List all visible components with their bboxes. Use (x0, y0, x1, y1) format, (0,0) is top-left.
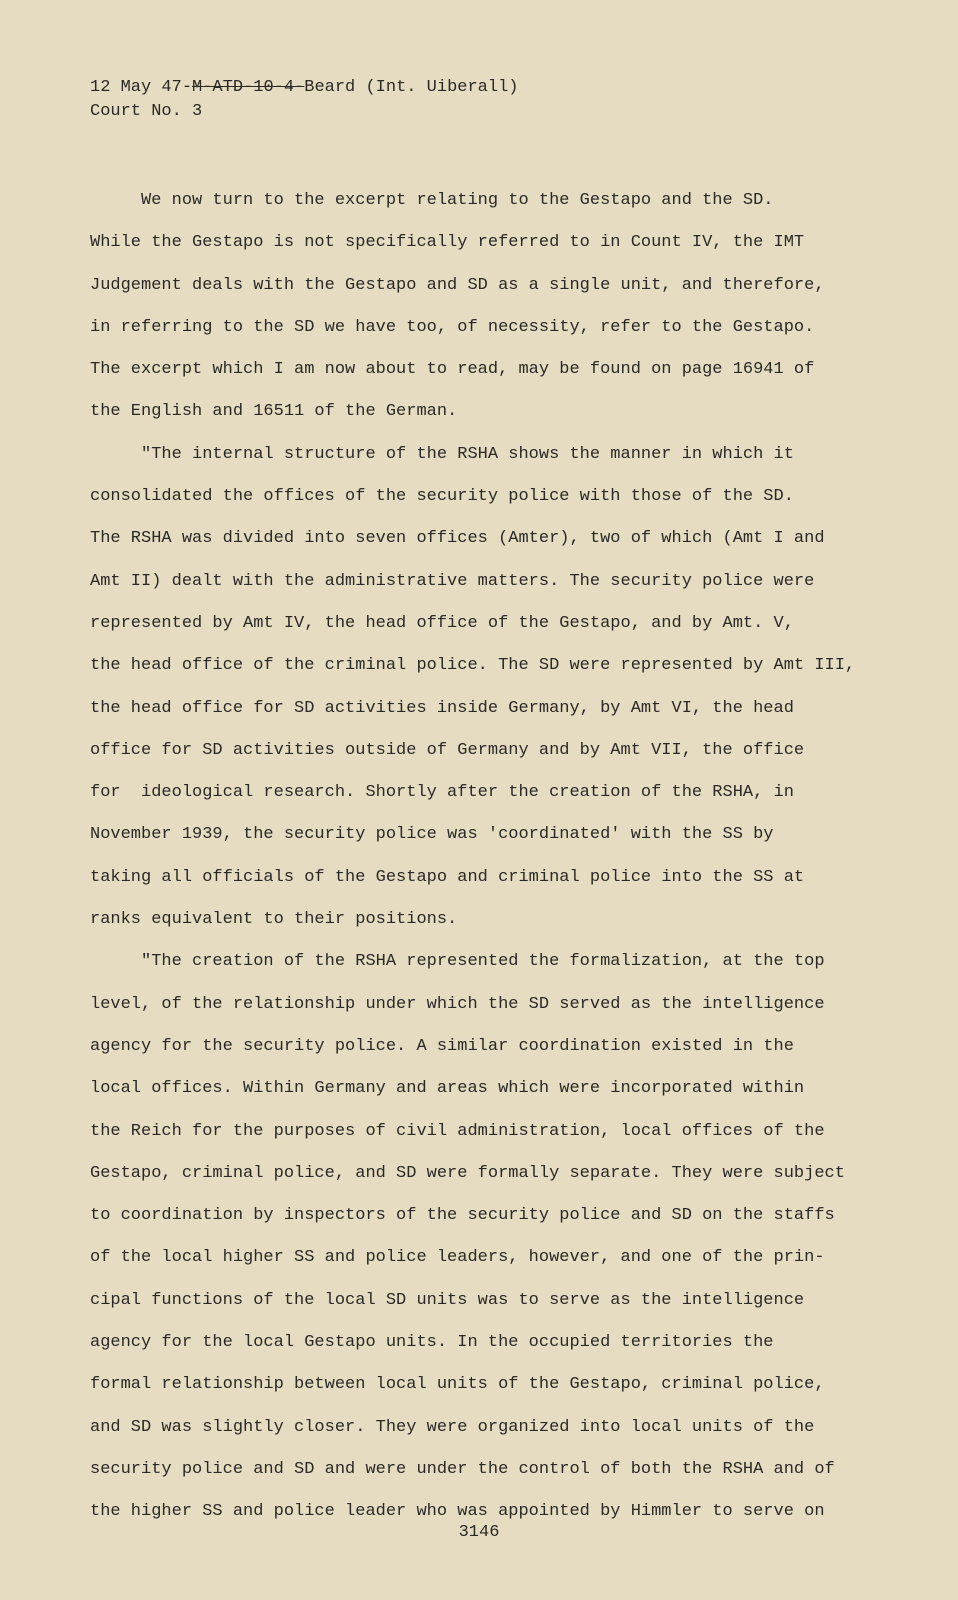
transcript-line: the higher SS and police leader who was appointed by Himmler to serve on (90, 1502, 825, 1522)
transcript-line: We now turn to the excerpt relating to the Gestapo and the SD. (90, 191, 774, 210)
transcript-line: in referring to the SD we have too, of necessity, refer to the Gestapo. (90, 317, 815, 337)
transcript-line: the Reich for the purposes of civil administration, local offices of the (90, 1121, 825, 1141)
transcript-line: for ideological research. Shortly after the creation of the RSHA, in (90, 783, 794, 803)
transcript-line: formal relationship between local units of the Gestapo, criminal police, (90, 1375, 825, 1395)
transcript-line: The excerpt which I am now about to read, may be found on page 16941 of (90, 360, 815, 380)
transcript-line: consolidated the offices of the security police with those of the SD. (90, 487, 794, 507)
header-struck-code: M-ATD-10-4- (192, 78, 305, 97)
transcript-line: represented by Amt IV, the head office of the Gestapo, and by Amt. V, (90, 613, 794, 633)
transcript-line: "The creation of the RSHA represented the formalization, at the top (90, 952, 825, 972)
header-court: Court No. 3 (90, 102, 203, 121)
header-reporter: Beard (Int. Uiberall) (304, 78, 519, 97)
transcript-line: taking all officials of the Gestapo and criminal police into the SS at (90, 867, 805, 887)
header-date-line (90, 76, 519, 100)
header-date: 12 May 47- (90, 78, 193, 97)
transcript-line: the head office of the criminal police. The SD were represented by Amt III, (90, 656, 856, 676)
transcript-line: Gestapo, criminal police, and SD were formally separate. They were subject (90, 1163, 845, 1183)
transcript-line: to coordination by inspectors of the security police and SD on the staffs (90, 1206, 835, 1226)
transcript-line: "The internal structure of the RSHA shows the manner in which it (90, 444, 794, 464)
document-header (90, 76, 519, 124)
transcript-line: local offices. Within Germany and areas which were incorporated within (90, 1079, 805, 1099)
transcript-line: Judgement deals with the Gestapo and SD as a single unit, and therefore, (90, 275, 825, 295)
transcript-body (90, 180, 870, 1534)
transcript-line: and SD was slightly closer. They were organized into local units of the (90, 1417, 815, 1437)
transcript-line: While the Gestapo is not specifically referred to in Count IV, the IMT (90, 233, 805, 253)
transcript-line: ranks equivalent to their positions. (90, 910, 458, 930)
transcript-line: the head office for SD activities inside Germany, by Amt VI, the head (90, 698, 794, 718)
transcript-line: agency for the security police. A similar coordination existed in the (90, 1036, 794, 1056)
transcript-line: cipal functions of the local SD units was to serve as the intelligence (90, 1290, 805, 1310)
transcript-line: the English and 16511 of the German. (90, 402, 458, 422)
transcript-line: office for SD activities outside of Germany and by Amt VII, the office (90, 740, 805, 760)
transcript-line: agency for the local Gestapo units. In the occupied territories the (90, 1333, 774, 1353)
transcript-line: level, of the relationship under which the SD served as the intelligence (90, 994, 825, 1014)
transcript-line: The RSHA was divided into seven offices (Amter), two of which (Amt I and (90, 529, 825, 549)
transcript-line: of the local higher SS and police leaders, however, and one of the prin- (90, 1248, 825, 1268)
transcript-line: Amt II) dealt with the administrative matters. The security police were (90, 571, 815, 591)
transcript-line: November 1939, the security police was 'coordinated' with the SS by (90, 825, 774, 845)
transcript-line: security police and SD and were under the control of both the RSHA and of (90, 1459, 835, 1479)
page-number: 3146 (458, 1523, 500, 1542)
